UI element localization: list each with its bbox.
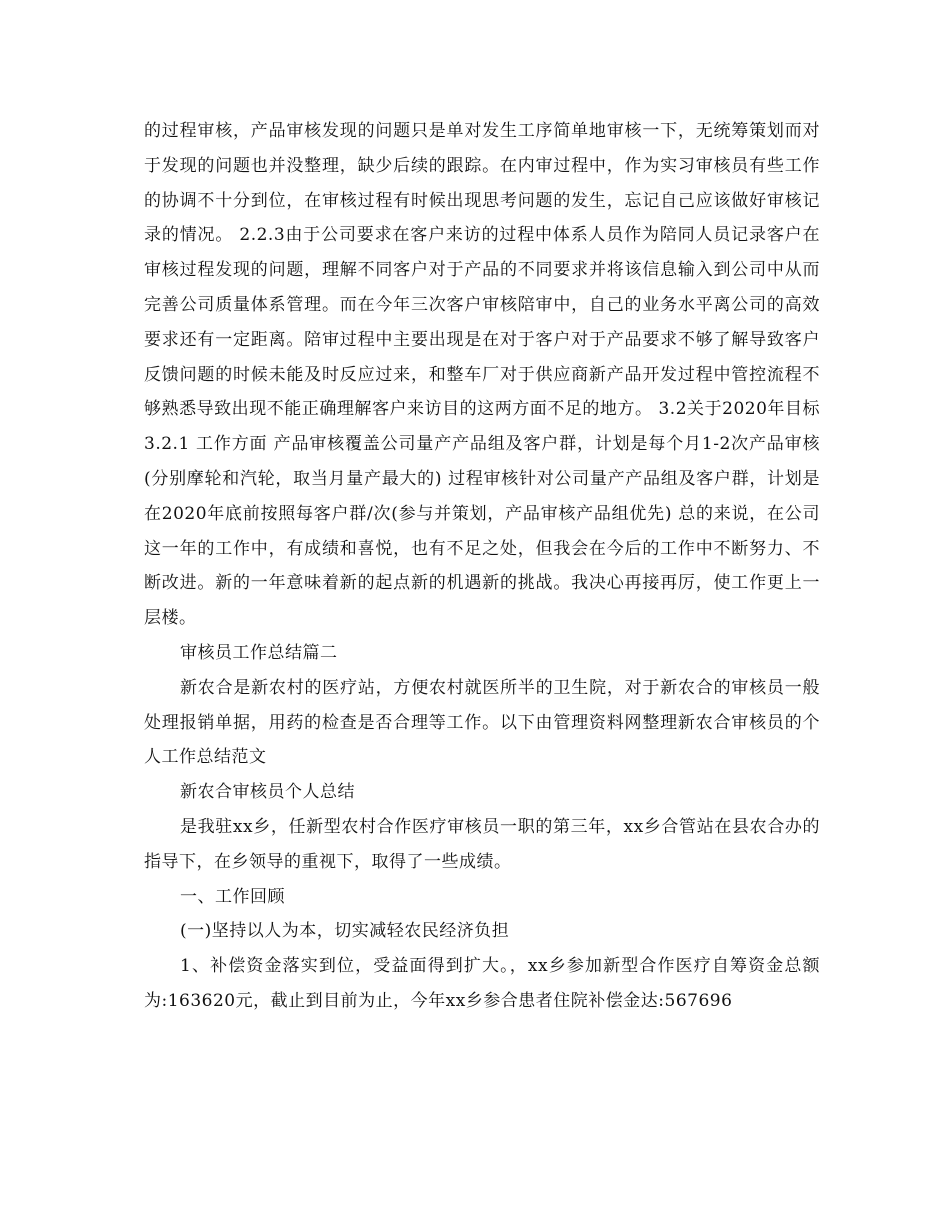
body-paragraph: 的过程审核，产品审核发现的问题只是单对发生工序简单地审核一下，无统筹策划而对于发现的问题也并没整理，缺少后续的跟踪。在内审过程中，作为实习审核员有些工作的协调不十分到位，在审核过程有时候出现思考问题的发生，忘记自己应该做好审核记录的情况。 2.2.3由于公司要求在客户来访的过程中体系人员作为陪同人员记录客户在审核过程发现的问题，理解不同客户对于产品的不同要求并将该信息输入到公司中从而完善公司质量体系管理。而在今年三次客户审核陪审中，自己的业务水平离公司的高效要求还有一定距离。陪审过程中主要出现是在对于客户对于产品要求不够了解导致客户反馈问题的时候未能及时反应过来，和整车厂对于供应商新产品开发过程中管控流程不够熟悉导致出现不能正确理解客户来访目的这两方面不足的地方。 3.2关于2020年目标 3.2.1 工作方面 产品审核覆盖公司量产产品组及客户群，计划是每个月1-2次产品审核(分别摩轮和汽轮，取当月量产最大的) 过程审核针对公司量产产品组及客户群，计划是在2020年底前按照每客户群/次(参与并策划，产品审核产品组优先) 总的来说，在公司这一年的工作中，有成绩和喜悦，也有不足之处，但我会在今后的工作中不断努力、不断改进。新的一年意味着新的起点新的机遇新的挑战。我决心再接再厉，使工作更上一层楼。 <box>144 121 820 629</box>
section-heading: 审核员工作总结篇二 <box>180 642 338 663</box>
subsection-heading: 新农合审核员个人总结 <box>180 782 355 803</box>
outline-heading: 一、工作回顾 <box>180 886 285 907</box>
body-paragraph: 新农合是新农村的医疗站，方便农村就医所半的卫生院，对于新农合的审核员一般处理报销单据，用药的检查是否合理等工作。以下由管理资料网整理新农合审核员的个人工作总结范文 <box>144 677 820 768</box>
body-paragraph: 1、补偿资金落实到位，受益面得到扩大。，xx乡参加新型合作医疗自筹资金总额为:163620元，截止到目前为止，今年xx乡参合患者住院补偿金达:567696 <box>144 956 820 1011</box>
body-paragraph: 是我驻xx乡，任新型农村合作医疗审核员一职的第三年，xx乡合管站在县农合办的指导下，在乡领导的重视下，取得了一些成绩。 <box>144 816 820 872</box>
outline-subheading: (一)坚持以人为本，切实减轻农民经济负担 <box>180 921 510 942</box>
